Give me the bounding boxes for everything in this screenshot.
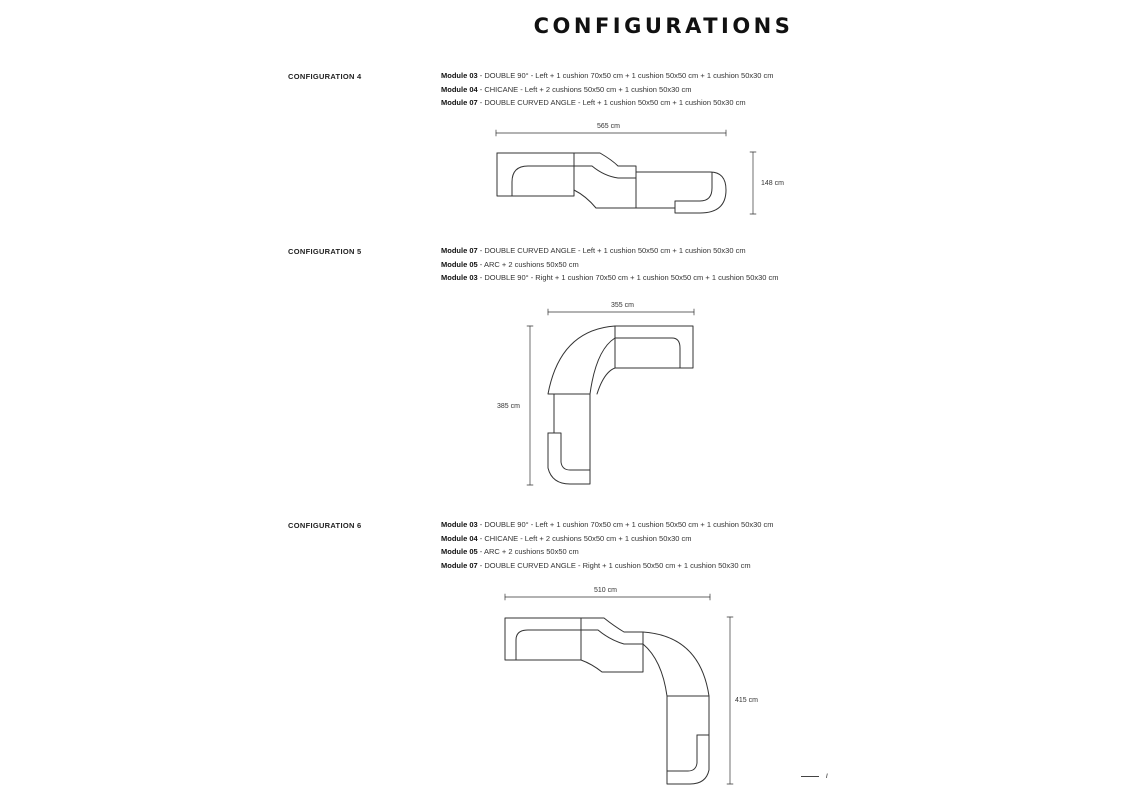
module-04-shape [581, 618, 643, 672]
config-6-label: CONFIGURATION 6 [288, 521, 362, 530]
config-4-label: CONFIGURATION 4 [288, 72, 362, 81]
config-6-height-dimension: 415 cm [735, 697, 758, 704]
config-6-plan [505, 594, 733, 784]
module-03-shape [497, 153, 574, 196]
config-6-width-dimension: 510 cm [594, 587, 617, 594]
module-07-shape [636, 172, 726, 213]
page-number: ι [826, 771, 828, 780]
config-5-plan [527, 309, 694, 485]
module-line: Module 03 - DOUBLE 90° - Right + 1 cushion 70x50 cm + 1 cushion 50x50 cm + 1 cushion 50x30 cm [441, 273, 779, 282]
module-line: Module 03 - DOUBLE 90° - Left + 1 cushion 70x50 cm + 1 cushion 50x50 cm + 1 cushion 50x30 cm [441, 520, 774, 529]
config-4-width-dimension: 565 cm [597, 123, 620, 130]
page-title: CONFIGURATIONS [533, 14, 794, 38]
module-05-shape [643, 632, 709, 696]
module-line: Module 07 - DOUBLE CURVED ANGLE - Right + 1 cushion 50x50 cm + 1 cushion 50x30 cm [441, 560, 751, 570]
config-5-label: CONFIGURATION 5 [288, 247, 362, 256]
config-4-height-dimension: 148 cm [761, 180, 784, 187]
module-line: Module 07 - DOUBLE CURVED ANGLE - Left + 1 cushion 50x50 cm + 1 cushion 50x30 cm [441, 98, 746, 107]
config-4-plan [496, 130, 756, 214]
module-03-shape [615, 326, 693, 368]
module-line: Module 03 - DOUBLE 90° - Left + 1 cushion 70x50 cm + 1 cushion 50x50 cm + 1 cushion 50x30 cm [441, 71, 774, 80]
module-04-shape [574, 153, 636, 208]
module-line: Module 05 - ARC + 2 cushions 50x50 cm [441, 259, 579, 269]
config-5-width-dimension: 355 cm [611, 302, 634, 309]
module-line: Module 04 - CHICANE - Left + 2 cushions 50x50 cm + 1 cushion 50x30 cm [441, 533, 692, 543]
module-line: Module 04 - CHICANE - Left + 2 cushions 50x50 cm + 1 cushion 50x30 cm [441, 84, 692, 94]
module-line: Module 07 - DOUBLE CURVED ANGLE - Left + 1 cushion 50x50 cm + 1 cushion 50x30 cm [441, 246, 746, 255]
page-number-rule [801, 776, 819, 777]
module-line: Module 05 - ARC + 2 cushions 50x50 cm [441, 547, 579, 556]
config-5-height-dimension: 385 cm [497, 403, 520, 410]
module-05-shape [548, 326, 615, 394]
